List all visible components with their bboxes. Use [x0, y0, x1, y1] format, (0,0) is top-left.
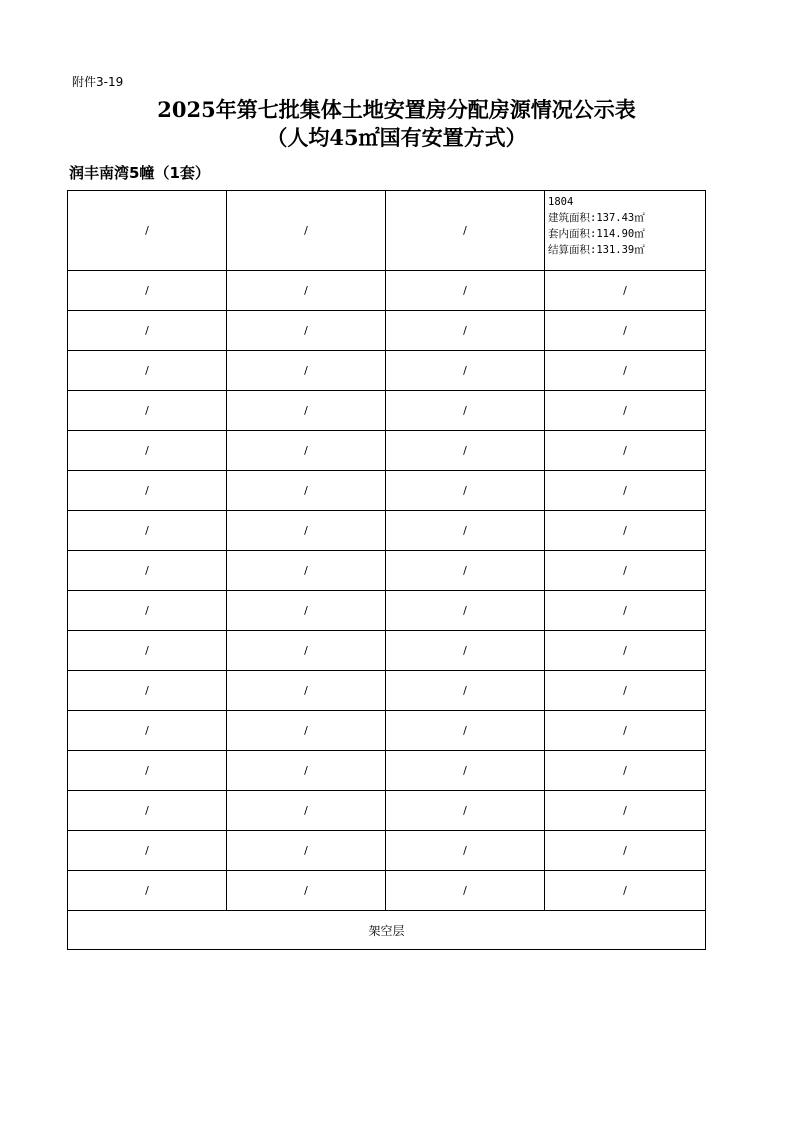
table-cell: / [227, 671, 386, 711]
table-cell: / [386, 671, 545, 711]
table-cell: / [545, 311, 706, 351]
table-cell: / [386, 551, 545, 591]
table-cell: / [386, 431, 545, 471]
table-cell: / [68, 351, 227, 391]
table-cell: / [386, 191, 545, 271]
table-cell: / [227, 351, 386, 391]
table-cell: / [227, 511, 386, 551]
attachment-label: 附件3-19 [72, 75, 124, 89]
table-cell: / [545, 271, 706, 311]
table-cell: / [68, 271, 227, 311]
table-cell: / [386, 631, 545, 671]
table-cell: / [68, 831, 227, 871]
table-row [68, 271, 706, 311]
table-row [68, 471, 706, 511]
table-cell: / [227, 551, 386, 591]
table-cell: / [227, 751, 386, 791]
table-cell: / [545, 591, 706, 631]
table-cell: / [545, 791, 706, 831]
table-cell: / [227, 631, 386, 671]
table-cell: / [386, 311, 545, 351]
table-cell: / [68, 551, 227, 591]
table-row [68, 551, 706, 591]
table-row [68, 751, 706, 791]
table-cell: / [227, 871, 386, 911]
table-cell: / [227, 391, 386, 431]
table-cell: / [386, 271, 545, 311]
table-cell: / [386, 471, 545, 511]
unit-room-number: 1804 [548, 196, 574, 208]
table-cell: / [227, 471, 386, 511]
table-cell: / [545, 751, 706, 791]
table-cell: / [386, 711, 545, 751]
unit-building-area: 建筑面积:137.43㎡ [548, 212, 645, 224]
table-row [68, 191, 706, 271]
housing-grid-table [67, 190, 706, 950]
table-cell: / [68, 751, 227, 791]
table-cell: / [227, 831, 386, 871]
unit-info-cell [545, 191, 706, 271]
table-cell: / [386, 871, 545, 911]
table-cell: / [545, 391, 706, 431]
table-cell: / [68, 631, 227, 671]
table-cell: / [386, 591, 545, 631]
table-cell: / [386, 791, 545, 831]
table-cell: / [68, 191, 227, 271]
table-cell: / [68, 791, 227, 831]
table-row [68, 871, 706, 911]
table-cell: / [386, 351, 545, 391]
table-cell: / [68, 671, 227, 711]
table-row [68, 351, 706, 391]
table-cell: / [227, 431, 386, 471]
building-label: 润丰南湾5幢（1套） [69, 164, 210, 182]
table-cell: / [545, 871, 706, 911]
table-cell: / [68, 711, 227, 751]
table-cell: / [386, 751, 545, 791]
table-cell: / [227, 311, 386, 351]
table-row [68, 671, 706, 711]
table-cell: / [68, 471, 227, 511]
page-title: 2025年第七批集体土地安置房分配房源情况公示表 [157, 97, 636, 122]
table-cell: / [68, 591, 227, 631]
table-row [68, 311, 706, 351]
table-row [68, 791, 706, 831]
table-row [68, 391, 706, 431]
table-cell: / [68, 391, 227, 431]
table-cell: / [545, 671, 706, 711]
table-row [68, 631, 706, 671]
table-cell: / [545, 431, 706, 471]
table-cell: / [227, 711, 386, 751]
table-cell: / [545, 711, 706, 751]
table-cell: / [68, 511, 227, 551]
table-cell: / [545, 831, 706, 871]
page-subtitle: （人均45㎡国有安置方式） [266, 125, 527, 150]
table-cell: / [545, 471, 706, 511]
unit-inner-area: 套内面积:114.90㎡ [548, 228, 645, 240]
table-row [68, 511, 706, 551]
table-cell: / [386, 511, 545, 551]
unit-settlement-area: 结算面积:131.39㎡ [548, 244, 645, 256]
table-cell: / [227, 271, 386, 311]
table-cell: / [227, 591, 386, 631]
table-row [68, 591, 706, 631]
table-cell: / [68, 431, 227, 471]
table-cell: / [545, 551, 706, 591]
table-row [68, 831, 706, 871]
footer-label: 架空层 [68, 911, 706, 950]
table-cell: / [386, 391, 545, 431]
table-cell: / [68, 871, 227, 911]
table-cell: / [227, 191, 386, 271]
table-cell: / [545, 351, 706, 391]
table-row-footer [68, 911, 706, 950]
table-cell: / [227, 791, 386, 831]
table-cell: / [545, 511, 706, 551]
table-cell: / [386, 831, 545, 871]
table-cell: / [545, 631, 706, 671]
table-row [68, 431, 706, 471]
table-cell: / [68, 311, 227, 351]
table-row [68, 711, 706, 751]
